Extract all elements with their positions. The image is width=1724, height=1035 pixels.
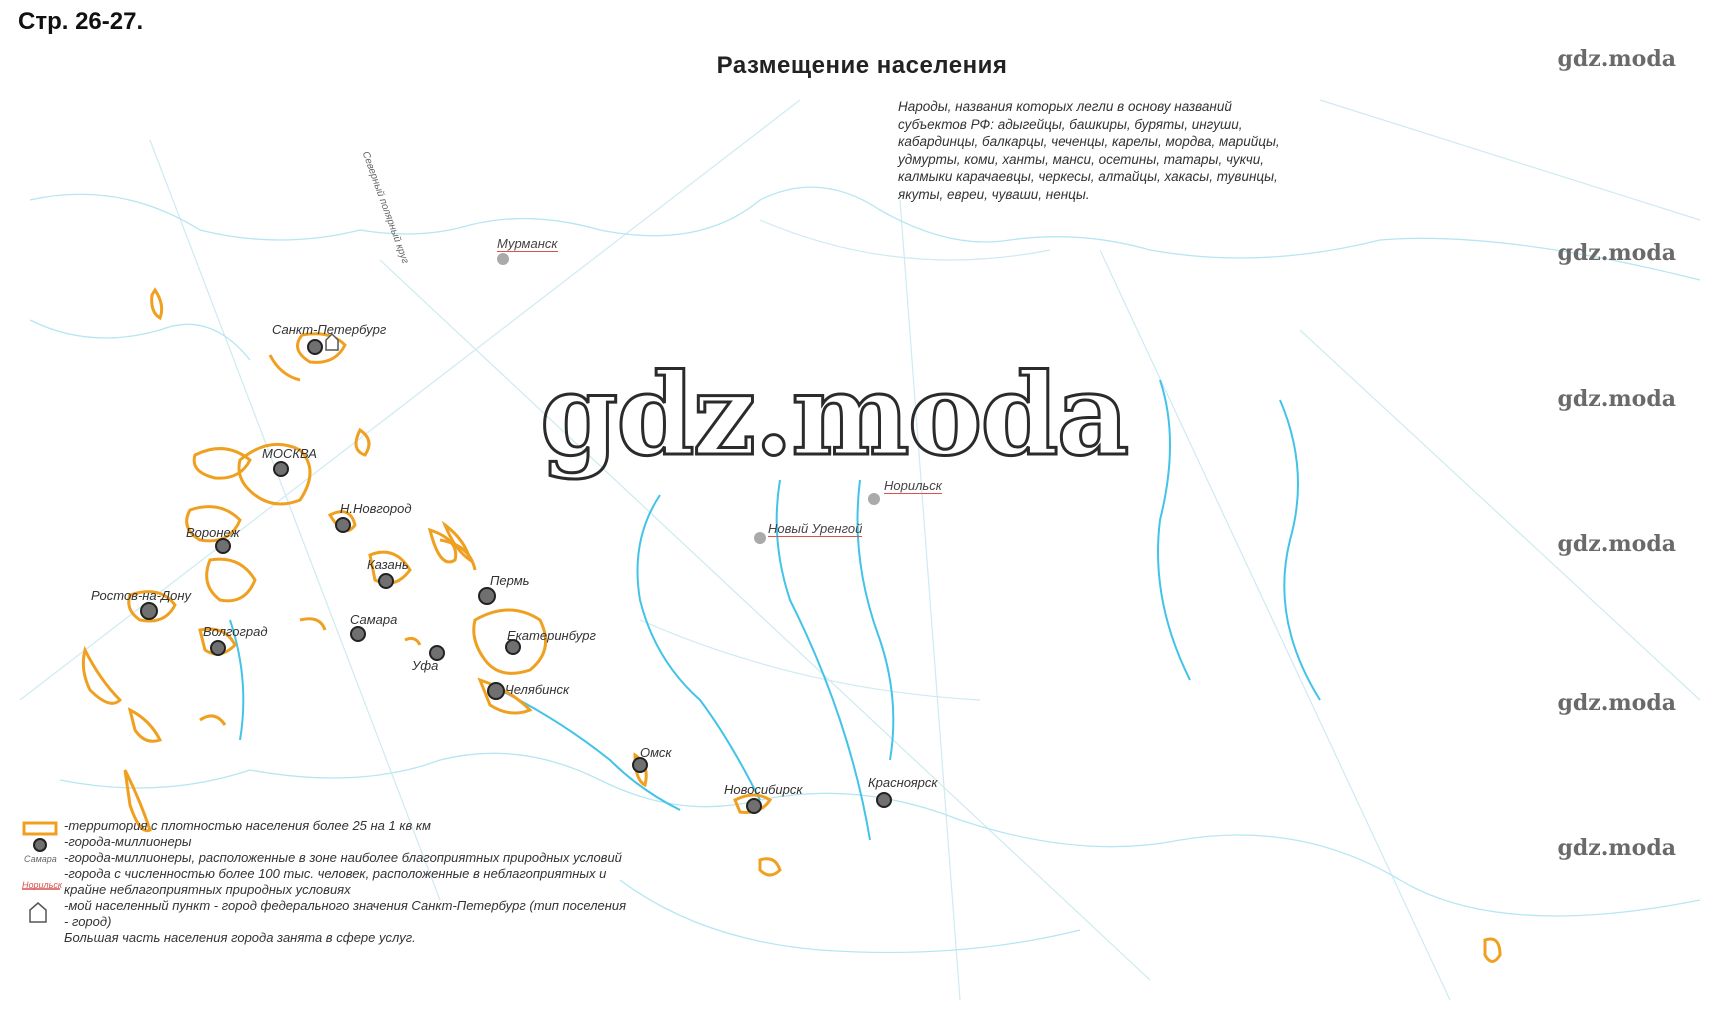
city-label-ufa: Уфа bbox=[412, 658, 439, 673]
city-dot-perm bbox=[479, 588, 495, 604]
legend-sample-harsh: Норильск bbox=[22, 880, 63, 890]
city-label-moscow: МОСКВА bbox=[262, 446, 317, 461]
city-dot-chelyabinsk bbox=[488, 683, 504, 699]
legend-home-1: -мой населенный пункт - город федерального значения Санкт-Петербург (тип поселения bbox=[64, 898, 627, 913]
city-label-chelyabinsk: Челябинск bbox=[505, 682, 570, 697]
city-dot-moscow bbox=[274, 462, 288, 476]
city-label-omsk: Омск bbox=[640, 745, 672, 760]
watermark-small: gdz.moda bbox=[1557, 46, 1676, 72]
city-dot-krasnoyarsk bbox=[877, 793, 891, 807]
city-label-krasnoyarsk: Красноярск bbox=[868, 775, 938, 790]
watermark-small: gdz.moda bbox=[1557, 690, 1676, 716]
legend-density: -территория с плотностью населения более 25 на 1 кв км bbox=[64, 818, 431, 833]
peoples-note: Народы, названия которых легли в основу названий субъектов РФ: адыгейцы, башкиры, буряты, ингуши, кабардинцы, балкарцы, чеченцы, карелы, мордва, марийцы, удмурты, коми, ханты, манси, осетины, татары, чукчи, калмыки карачаевцы, черкесы, алтайцы, хакасы, тувинцы, якуты, евреи, чуваши, ненцы. bbox=[898, 99, 1280, 202]
city-label-samara: Самара bbox=[350, 612, 398, 627]
city-dot-volgograd bbox=[211, 641, 225, 655]
city-dot-nurengoy bbox=[754, 532, 766, 544]
city-label-ekb: Екатеринбург bbox=[507, 628, 596, 643]
city-dot-rostov bbox=[141, 603, 157, 619]
legend-harsh-2: крайне неблагоприятных природных условиях bbox=[64, 882, 351, 897]
city-dot-murmansk bbox=[497, 253, 509, 265]
city-label-norilsk: Норильск bbox=[884, 478, 942, 493]
city-label-nnovgorod: Н.Новгород bbox=[340, 501, 412, 516]
city-label-kazan: Казань bbox=[367, 557, 409, 572]
city-label-perm: Пермь bbox=[490, 573, 530, 588]
legend-services: Большая часть населения города занята в сфере услуг. bbox=[64, 930, 416, 945]
legend-home-2: - город) bbox=[64, 914, 112, 929]
city-label-novosibirsk: Новосибирск bbox=[724, 782, 803, 797]
watermark-small: gdz.moda bbox=[1557, 240, 1676, 266]
city-label-voronezh: Воронеж bbox=[186, 525, 240, 540]
watermark-small: gdz.moda bbox=[1557, 835, 1676, 861]
watermark-big: gdz.moda bbox=[540, 350, 1128, 481]
arctic-circle-label: Северный полярный круг bbox=[359, 150, 411, 266]
legend-favorable: -города-миллионеры, расположенные в зоне наиболее благоприятных природных условий bbox=[64, 850, 622, 865]
city-dot-omsk bbox=[633, 758, 647, 772]
city-dot-kazan bbox=[379, 574, 393, 588]
city-dot-voronezh bbox=[216, 539, 230, 553]
legend-sample-favorable: Самара bbox=[24, 854, 57, 864]
city-dot-nnovgorod bbox=[336, 518, 350, 532]
city-dot-novosibirsk bbox=[747, 799, 761, 813]
map-title: Размещение населения bbox=[716, 52, 1008, 79]
watermark-small: gdz.moda bbox=[1557, 386, 1676, 412]
city-label-nurengoy: Новый Уренгой bbox=[768, 521, 863, 536]
watermark-small: gdz.moda bbox=[1557, 531, 1676, 557]
city-label-volgograd: Волгоград bbox=[203, 624, 268, 639]
city-dot-samara bbox=[351, 627, 365, 641]
city-dot-norilsk bbox=[868, 493, 880, 505]
coastline bbox=[30, 187, 1700, 952]
graticule bbox=[20, 100, 1700, 1000]
legend-millionaire: -города-миллионеры bbox=[64, 834, 192, 849]
city-dot-spb bbox=[308, 340, 322, 354]
city-label-murmansk: Мурманск bbox=[497, 236, 558, 251]
legend-symbols bbox=[22, 823, 63, 922]
legend-harsh-1: -города с численностью более 100 тыс. человек, расположенные в неблагоприятных и bbox=[64, 866, 607, 881]
page-label: Стр. 26-27. bbox=[18, 8, 144, 35]
city-label-spb: Санкт-Петербург bbox=[272, 322, 387, 337]
city-label-rostov: Ростов-на-Дону bbox=[91, 588, 192, 603]
